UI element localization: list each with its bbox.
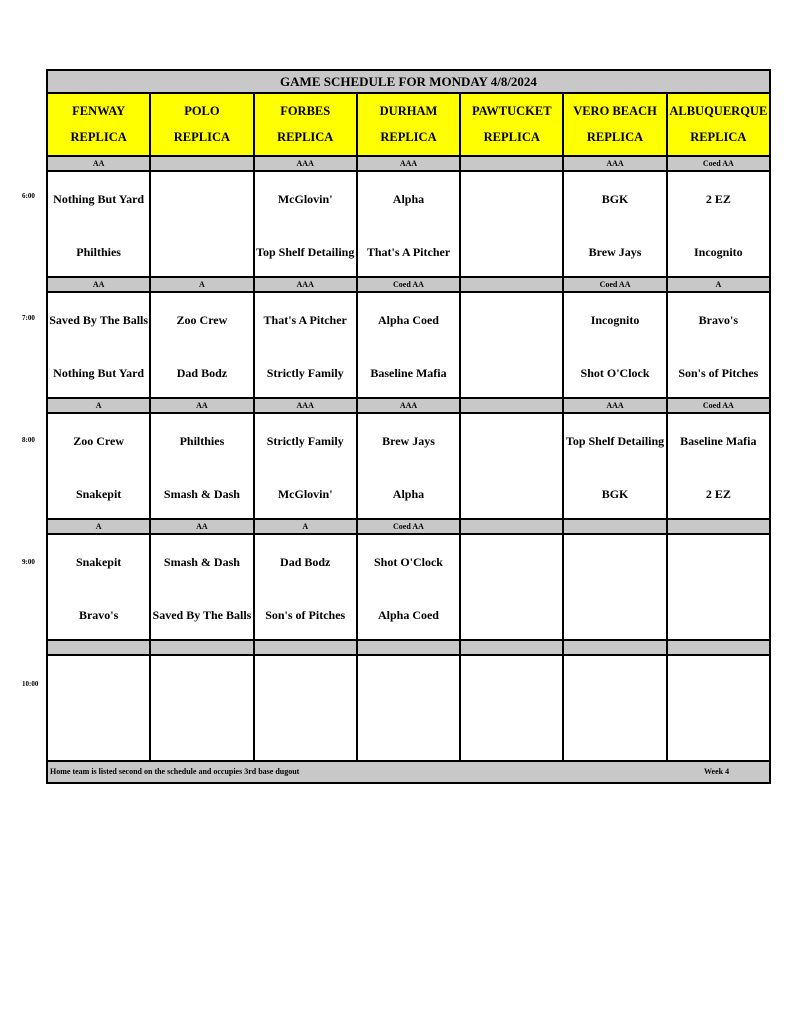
game-cell [48,293,151,397]
division-label [461,641,564,654]
away-team [462,181,561,217]
footer-note: Home team is listed second on the schedule and occupies 3rd base dugout [50,767,300,776]
division-label [461,157,564,170]
game-cell [358,656,461,760]
division-label [564,641,667,654]
away-team: BGK [601,192,629,206]
division-label: Coed AA [702,401,734,410]
away-team: Zoo Crew [176,313,228,327]
away-team: Bravo's [698,313,738,327]
away-team [565,544,664,580]
home-team [462,476,561,512]
game-cell [255,172,358,276]
division-label: AAA [255,157,358,170]
home-team [152,718,251,754]
division-label [151,641,254,654]
home-team: Baseline Mafia [370,366,447,380]
week-label: Week 4 [704,767,730,776]
game-cell [255,293,358,397]
field-header-durham [358,94,461,155]
away-team: That's A Pitcher [263,313,347,327]
home-team: Brew Jays [588,245,642,259]
division-label: AAA [564,157,667,170]
away-team: Nothing But Yard [53,192,145,206]
footer-bar [48,762,769,782]
game-cell [358,414,461,518]
division-label: AA [48,157,151,170]
game-cell [461,656,564,760]
away-team: Top Shelf Detailing [565,434,665,448]
field-header-pawtucket [461,94,564,155]
field-sub: REPLICA [483,130,540,145]
field-sub: REPLICA [173,130,231,145]
home-team: Saved By The Balls [152,608,252,622]
field-sub: REPLICA [586,130,644,145]
away-team: Snakepit [75,555,122,569]
division-label [358,641,461,654]
away-team: Baseline Mafia [680,434,757,448]
division-row [48,157,769,172]
field-sub: REPLICA [70,130,127,145]
time-slot-row [48,293,769,399]
game-cell [564,656,667,760]
division-label [151,157,254,170]
division-label [48,641,151,654]
division-label [461,278,564,291]
division-label: AA [151,520,254,533]
home-team: Alpha Coed [377,608,439,622]
home-team: McGlovin' [277,487,333,501]
game-cell [358,172,461,276]
game-cell [48,656,151,760]
home-team: 2 EZ [705,487,731,501]
game-cell [255,656,358,760]
home-team [359,718,458,754]
game-cell [668,293,769,397]
game-cell [564,535,667,639]
game-cell [48,172,151,276]
home-team [49,718,148,754]
game-cell [151,535,254,639]
division-row [48,520,769,535]
home-team [565,718,664,754]
division-label: A [151,278,254,291]
away-team [359,665,458,701]
division-label [461,399,564,412]
game-cell [564,172,667,276]
away-team [669,544,768,580]
division-label [255,641,358,654]
division-label: AA [48,278,151,291]
division-label: A [255,520,358,533]
home-team: Incognito [693,245,743,259]
time-slot-row [48,172,769,278]
game-cell [151,293,254,397]
field-name: PAWTUCKET [471,103,552,118]
game-cell [564,414,667,518]
division-label: A [48,520,151,533]
away-team: Shot O'Clock [373,555,443,569]
home-team: Snakepit [75,487,122,501]
home-team: Dad Bodz [176,366,228,380]
game-cell [461,293,564,397]
schedule-table [46,69,771,784]
home-team [669,718,768,754]
field-name: POLO [184,103,220,118]
game-cell [668,414,769,518]
home-team: BGK [601,487,629,501]
home-team: Philthies [76,245,121,259]
field-header-vero-beach [564,94,667,155]
division-label: AAA [358,399,461,412]
game-cell [48,414,151,518]
time-label: 6:00 [22,192,35,200]
game-cell [668,656,769,760]
home-team: Son's of Pitches [678,366,759,380]
away-team: Smash & Dash [163,555,240,569]
away-team: Zoo Crew [73,434,125,448]
home-team [669,597,768,633]
home-team: Strictly Family [266,366,344,380]
game-cell [255,535,358,639]
away-team [462,423,561,459]
away-team [256,665,355,701]
field-header-forbes [255,94,358,155]
division-row [48,278,769,293]
time-slot-row [48,535,769,641]
away-team: Alpha Coed [377,313,439,327]
field-name: FORBES [280,103,331,118]
game-cell [358,535,461,639]
away-team: McGlovin' [277,192,333,206]
away-team [462,302,561,338]
game-cell [151,414,254,518]
home-team [565,597,664,633]
game-cell [461,172,564,276]
away-team [565,665,664,701]
away-team: Philthies [179,434,225,448]
home-team [256,718,355,754]
division-label: AA [151,399,254,412]
game-cell [151,656,254,760]
away-team [462,665,561,701]
schedule-title: GAME SCHEDULE FOR MONDAY 4/8/2024 [48,71,769,94]
division-label: A [48,399,151,412]
division-label: AAA [358,157,461,170]
home-team: Smash & Dash [163,487,240,501]
division-label [461,520,564,533]
home-team [462,234,561,270]
home-team: Nothing But Yard [53,366,145,380]
division-label: AAA [564,399,667,412]
away-team: Alpha [392,192,425,206]
away-team: Incognito [590,313,640,327]
away-team: Brew Jays [382,434,435,448]
game-cell [48,535,151,639]
game-cell [255,414,358,518]
field-sub: REPLICA [690,130,747,145]
game-cell [461,535,564,639]
division-label: Coed AA [358,520,461,533]
division-label: A [715,280,722,289]
home-team: Alpha [392,487,425,501]
time-slot-row [48,656,769,762]
field-name: DURHAM [379,103,438,118]
division-label [668,520,769,533]
field-sub: REPLICA [277,130,334,145]
game-cell [151,172,254,276]
field-name: ALBUQUERQUE [669,103,768,118]
field-name: VERO BEACH [573,103,657,118]
field-header-fenway [48,94,151,155]
time-label: 10:00 [22,680,39,688]
time-label: 8:00 [22,436,35,444]
game-cell [358,293,461,397]
division-label: Coed AA [564,278,667,291]
home-team: That's A Pitcher [366,245,451,259]
field-header-row [48,94,769,157]
game-cell [461,414,564,518]
away-team: Strictly Family [266,434,344,448]
division-label: AAA [255,278,358,291]
game-cell [564,293,667,397]
away-team [152,665,251,701]
division-label: Coed AA [702,159,734,168]
division-label [564,520,667,533]
home-team [462,718,561,754]
away-team [462,544,561,580]
division-row [48,399,769,414]
field-name: FENWAY [72,103,126,118]
time-label: 7:00 [22,314,35,322]
division-label [668,641,769,654]
field-header-albuquerque [668,94,769,155]
division-label: AAA [255,399,358,412]
game-cell [668,535,769,639]
home-team: Bravo's [78,608,119,622]
time-slots [48,157,769,762]
game-cell [668,172,769,276]
away-team [669,665,768,701]
home-team [462,355,561,391]
home-team [462,597,561,633]
time-label: 9:00 [22,558,35,566]
home-team: Shot O'Clock [580,366,650,380]
home-team: Son's of Pitches [265,608,346,622]
division-row [48,641,769,656]
away-team [152,181,251,217]
away-team: 2 EZ [705,192,731,206]
away-team: Saved By The Balls [49,313,149,327]
away-team [49,665,148,701]
field-header-polo [151,94,254,155]
away-team: Dad Bodz [280,555,331,569]
home-team: Top Shelf Detailing [256,245,355,259]
home-team [152,234,251,270]
time-slot-row [48,414,769,520]
field-sub: REPLICA [380,130,437,145]
division-label: Coed AA [358,278,461,291]
